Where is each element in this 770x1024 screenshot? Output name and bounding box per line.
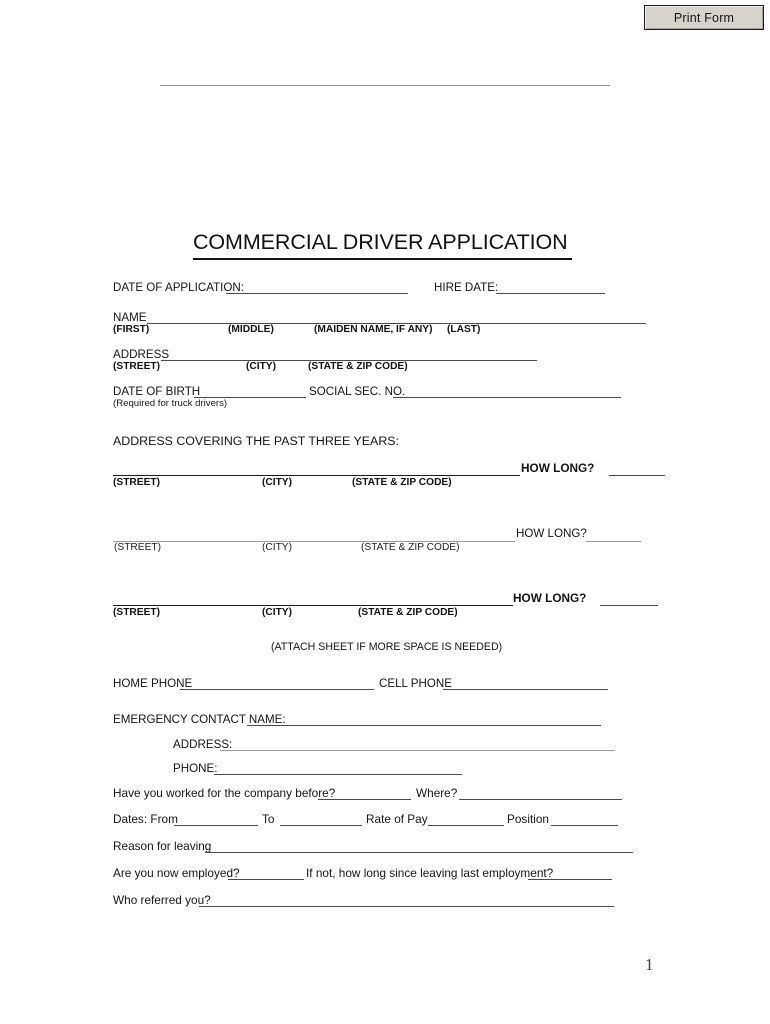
home-phone-label: HOME PHONE (113, 677, 193, 690)
date-of-application-input[interactable] (226, 293, 408, 294)
cell-phone-input[interactable] (443, 689, 608, 690)
address-history-row-2-sublabel-street: (STREET) (114, 542, 161, 553)
page-number: 1 (645, 955, 654, 974)
address-history-row-1-sublabel-state-zip: (STATE & ZIP CODE) (352, 477, 452, 488)
name-sublabel-maiden: (MAIDEN NAME, IF ANY) (314, 324, 433, 335)
address-history-row-3-sublabel-city: (CITY) (262, 607, 292, 618)
dates-from-input[interactable] (174, 825, 258, 826)
where-label: Where? (416, 786, 458, 800)
emergency-phone-input[interactable] (214, 774, 462, 775)
emergency-contact-name-label: EMERGENCY CONTACT NAME: (113, 713, 286, 726)
social-security-input[interactable] (393, 397, 621, 398)
cell-phone-label: CELL PHONE (379, 677, 453, 690)
address-history-row-2-how-long-label: HOW LONG? (516, 527, 587, 540)
truck-driver-required-note: (Required for truck drivers) (113, 398, 228, 409)
reason-for-leaving-label: Reason for leaving (113, 839, 212, 853)
address-history-heading: ADDRESS COVERING THE PAST THREE YEARS: (113, 434, 399, 448)
who-referred-label: Who referred you? (113, 893, 211, 907)
date-of-application-label: DATE OF APPLICATION: (113, 281, 244, 294)
how-long-since-leaving-input[interactable] (528, 879, 612, 880)
rate-of-pay-input[interactable] (428, 825, 504, 826)
how-long-since-leaving-label: If not, how long since leaving last employment? (306, 866, 554, 880)
dates-to-label: To (262, 812, 275, 826)
position-input[interactable] (551, 825, 618, 826)
position-label: Position (507, 812, 549, 826)
address-history-row-2-sublabel-state-zip: (STATE & ZIP CODE) (361, 542, 460, 553)
emergency-contact-name-input[interactable] (247, 725, 601, 726)
dates-from-label: Dates: From (113, 812, 178, 826)
address-sublabel-city: (CITY) (246, 361, 276, 372)
address-history-row-1-sublabel-city: (CITY) (262, 477, 292, 488)
home-phone-input[interactable] (180, 689, 374, 690)
address-sublabel-state-zip: (STATE & ZIP CODE) (308, 361, 408, 372)
address-label: ADDRESS (113, 348, 170, 361)
print-form-button[interactable] (644, 5, 764, 30)
address-history-row-3-sublabel-street: (STREET) (113, 607, 160, 618)
address-history-row-3-how-long-label: HOW LONG? (513, 591, 587, 605)
name-label: NAME (113, 311, 147, 324)
address-history-row-1-how-long-label: HOW LONG? (521, 461, 595, 475)
where-input[interactable] (459, 799, 622, 800)
name-sublabel-middle: (MIDDLE) (228, 324, 274, 335)
social-security-label: SOCIAL SEC. NO. (309, 385, 406, 398)
emergency-address-label: ADDRESS: (173, 738, 233, 751)
reason-for-leaving-input[interactable] (205, 852, 633, 853)
address-sublabel-street: (STREET) (113, 361, 160, 372)
address-history-row-3-input[interactable] (113, 605, 513, 606)
address-history-row-1-how-long-input[interactable] (609, 475, 665, 476)
now-employed-label: Are you now employed? (113, 866, 240, 880)
hire-date-input[interactable] (496, 293, 605, 294)
page-title: COMMERCIAL DRIVER APPLICATION (193, 230, 568, 254)
address-history-row-1-sublabel-street: (STREET) (113, 477, 160, 488)
now-employed-input[interactable] (228, 879, 304, 880)
address-history-row-3-how-long-input[interactable] (600, 605, 658, 606)
emergency-phone-label: PHONE: (173, 762, 218, 775)
worked-before-input[interactable] (318, 799, 411, 800)
header-divider (160, 85, 610, 86)
dates-to-input[interactable] (280, 825, 362, 826)
attach-sheet-note: (ATTACH SHEET IF MORE SPACE IS NEEDED) (271, 641, 503, 653)
name-sublabel-first: (FIRST) (113, 324, 150, 335)
emergency-address-input[interactable] (220, 750, 615, 751)
address-history-row-2-how-long-input[interactable] (586, 541, 641, 542)
name-sublabel-last: (LAST) (447, 324, 481, 335)
print-form-button-label: Print Form (673, 10, 735, 25)
hire-date-label: HIRE DATE: (434, 281, 499, 294)
page-title-underline (193, 258, 572, 260)
address-history-row-3-sublabel-state-zip: (STATE & ZIP CODE) (358, 607, 458, 618)
rate-of-pay-label: Rate of Pay (366, 812, 428, 826)
address-history-row-2-sublabel-city: (CITY) (262, 542, 292, 553)
date-of-birth-label: DATE OF BIRTH (113, 385, 201, 398)
address-history-row-1-input[interactable] (113, 475, 520, 476)
who-referred-input[interactable] (199, 906, 614, 907)
worked-before-label: Have you worked for the company before? (113, 786, 336, 800)
